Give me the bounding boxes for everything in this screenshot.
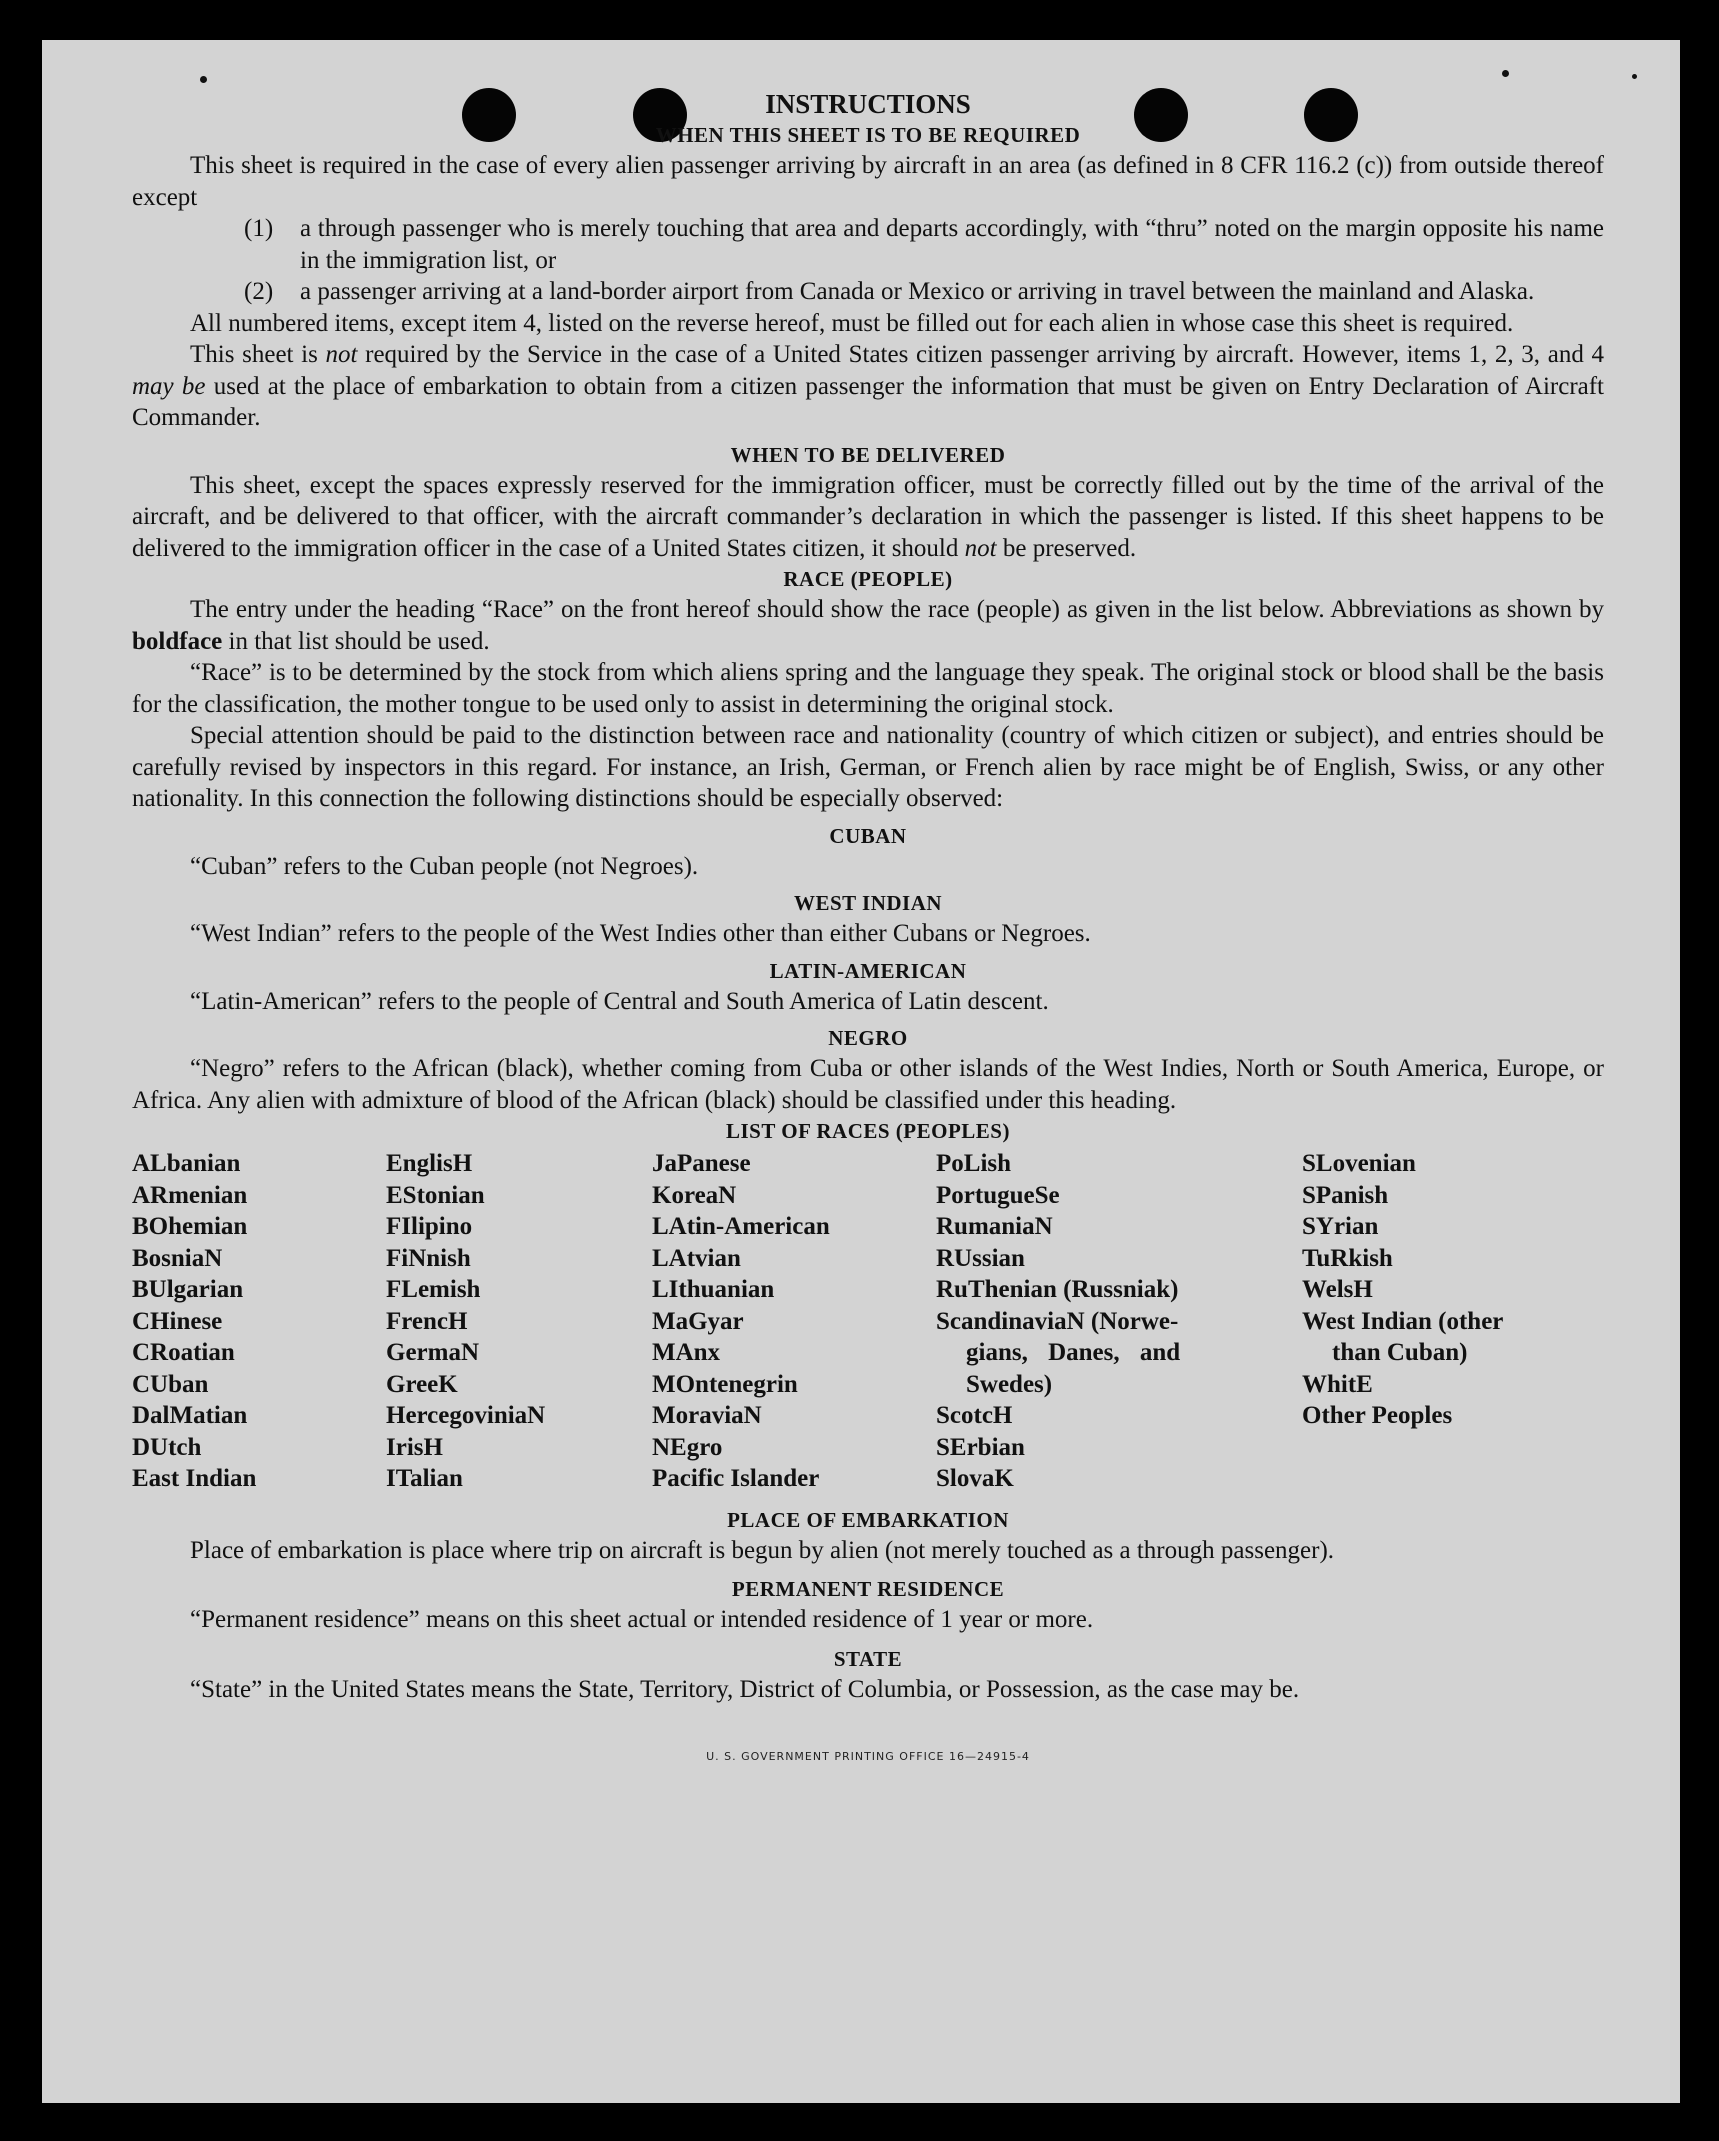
race-item: FLemish xyxy=(386,1276,481,1303)
race-item: CUban xyxy=(132,1370,209,1398)
races-column xyxy=(1302,1148,1578,1495)
race-item: Swedes) xyxy=(966,1370,1053,1398)
paragraph-race-stock: “Race” is to be determined by the stock from which aliens spring and the language they speak. The original stock or blood shall be the basis for the classification, the mother tongue to be used only to assist in determining the original stock. xyxy=(132,659,1604,718)
race-item: ScotcH xyxy=(936,1402,1013,1429)
exceptions-list xyxy=(132,213,1604,308)
race-item: ALbanian xyxy=(132,1150,241,1177)
exception-number: (1) xyxy=(244,215,274,242)
heading-cuban: CUBAN xyxy=(829,823,907,848)
emphasis: not xyxy=(325,341,358,368)
race-item: ScandinaviaN (Norwe- xyxy=(936,1307,1179,1335)
heading-when-required: WHEN THIS SHEET IS TO BE REQUIRED xyxy=(655,123,1081,147)
paragraph-embarkation: Place of embarkation is place where trip on aircraft is begun by alien (not merely touched as a through passenger). xyxy=(190,1536,1335,1564)
heading-negro: NEGRO xyxy=(828,1026,908,1050)
race-item: RUssian xyxy=(936,1244,1025,1272)
paragraph-negro: “Negro” refers to the African (black), whether coming from Cuba or other islands of the West Indies, North or South America, Europe, or Africa. Any alien with admixture of blood of the African (black) should be classified under this heading. xyxy=(132,1055,1604,1114)
heading-race: RACE (PEOPLE) xyxy=(783,567,953,591)
heading-permanent-residence: PERMANENT RESIDENCE xyxy=(731,1577,1005,1601)
race-item: NEgro xyxy=(652,1433,723,1461)
race-item: GreeK xyxy=(386,1370,458,1398)
race-item: ITalian xyxy=(386,1465,463,1492)
paragraph-race-nationality: Special attention should be paid to the distinction between race and nationality (country of which citizen or subject), and entries should be carefully revised by inspectors in this regard. For instance, an Irish, German, or French alien by race might be of English, Swiss, or any other nationality. In this connection the following distinctions should be especially observed: xyxy=(132,722,1604,812)
page-title: INSTRUCTIONS xyxy=(765,89,971,119)
paragraph-race-entry xyxy=(132,594,1604,657)
race-item: MOntenegrin xyxy=(652,1370,798,1398)
exception-text: a passenger arriving at a land-border airport from Canada or Mexico or arriving in travel between the mainland and Alaska. xyxy=(300,278,1535,305)
races-list xyxy=(132,1148,1604,1495)
race-item: SPanish xyxy=(1302,1181,1389,1209)
race-item: SYrian xyxy=(1302,1213,1379,1240)
race-item: CHinese xyxy=(132,1307,223,1335)
race-item: FrencH xyxy=(386,1307,468,1335)
race-item: Pacific Islander xyxy=(652,1465,820,1492)
race-item: RumaniaN xyxy=(936,1213,1053,1240)
race-item: CRoatian xyxy=(132,1339,235,1366)
race-item: IrisH xyxy=(386,1433,443,1461)
race-item: SlovaK xyxy=(936,1465,1014,1492)
heading-place-of-embarkation: PLACE OF EMBARKATION xyxy=(727,1507,1009,1532)
races-column xyxy=(132,1148,386,1495)
race-item: RuThenian (Russniak) xyxy=(936,1276,1179,1303)
text-run: required by the Service in the case of a United States citizen passenger arriving by aircraft. However, items 1, 2, 3, and 4 xyxy=(357,341,1604,368)
speck xyxy=(1632,74,1637,79)
race-item: DUtch xyxy=(132,1433,202,1461)
paragraph-west-indian: “West Indian” refers to the people of the West Indies other than either Cubans or Negroes. xyxy=(190,920,1091,947)
instructions-content xyxy=(132,88,1604,1773)
text-run: be preserved. xyxy=(996,534,1137,562)
race-item: KoreaN xyxy=(652,1181,737,1209)
exception-number: (2) xyxy=(244,278,274,305)
race-item: PortugueSe xyxy=(936,1181,1060,1209)
race-item: FIlipino xyxy=(386,1213,473,1240)
document-sheet xyxy=(42,40,1680,2103)
text-run: This sheet is xyxy=(190,341,326,368)
bold-text: boldface xyxy=(132,627,223,655)
race-item: MaGyar xyxy=(652,1307,744,1335)
paragraph-delivered xyxy=(132,470,1604,565)
paragraph-required: This sheet is required in the case of every alien passenger arriving by aircraft in an area (as defined in 8 CFR 116.2 (c)) from outside thereof except xyxy=(132,152,1604,211)
emphasis: may be xyxy=(132,372,206,400)
race-item: ARmenian xyxy=(132,1181,248,1209)
printing-office-footer: U. S. GOVERNMENT PRINTING OFFICE 16—24915-4 xyxy=(706,1750,1030,1763)
heading-list-of-races: LIST OF RACES (PEOPLES) xyxy=(726,1119,1010,1143)
heading-latin-american: LATIN-AMERICAN xyxy=(769,958,967,983)
races-column xyxy=(652,1148,936,1495)
heading-west-indian: WEST INDIAN xyxy=(793,891,943,915)
race-item: SLovenian xyxy=(1302,1150,1416,1177)
exception-item xyxy=(132,276,1604,308)
race-item: Other Peoples xyxy=(1302,1402,1453,1429)
speck xyxy=(1502,70,1509,77)
race-item: LAtvian xyxy=(652,1244,741,1272)
race-item: HercegoviniaN xyxy=(386,1402,546,1429)
emphasis: not xyxy=(964,534,997,562)
text-run: The entry under the heading “Race” on the front hereof should show the race (people) as given in the list below. Abbreviations as shown by xyxy=(190,596,1604,623)
race-item: GermaN xyxy=(386,1339,480,1366)
race-item: than Cuban) xyxy=(1332,1339,1468,1366)
heading-when-delivered: WHEN TO BE DELIVERED xyxy=(730,442,1006,467)
race-item: FiNnish xyxy=(386,1244,471,1272)
paragraph-residence: “Permanent residence” means on this sheet actual or intended residence of 1 year or more. xyxy=(190,1606,1094,1633)
races-column xyxy=(386,1148,652,1495)
paragraph-cuban: “Cuban” refers to the Cuban people (not Negroes). xyxy=(190,852,699,880)
races-column xyxy=(936,1148,1302,1495)
race-item: LAtin-American xyxy=(652,1213,830,1240)
race-item: West Indian (other xyxy=(1302,1307,1504,1335)
race-item: BosniaN xyxy=(132,1244,223,1272)
race-item: WhitE xyxy=(1302,1370,1373,1398)
race-item: MoraviaN xyxy=(652,1402,762,1429)
race-item: WelsH xyxy=(1302,1276,1373,1303)
paragraph-latin-american: “Latin-American” refers to the people of Central and South America of Latin descent. xyxy=(190,987,1049,1015)
race-item: DalMatian xyxy=(132,1402,248,1429)
race-item: JaPanese xyxy=(652,1150,751,1177)
text-run: in that list should be used. xyxy=(222,627,490,655)
race-item: BUlgarian xyxy=(132,1276,244,1303)
paragraph-state: “State” in the United States means the State, Territory, District of Columbia, or Possession, as the case may be. xyxy=(190,1675,1300,1703)
race-item: BOhemian xyxy=(132,1213,248,1240)
exception-item xyxy=(132,213,1604,276)
paragraph-numbered-items: All numbered items, except item 4, listed on the reverse hereof, must be filled out for each alien in whose case this sheet is required. xyxy=(190,309,1514,337)
race-item: TuRkish xyxy=(1302,1244,1393,1272)
race-item: gians, Danes, and xyxy=(966,1339,1181,1366)
text-run: used at the place of embarkation to obtain from a citizen passenger the information that must be given on Entry Declaration of Aircraft Commander. xyxy=(132,372,1605,431)
heading-state: STATE xyxy=(833,1646,903,1671)
speck xyxy=(200,76,207,83)
race-item: MAnx xyxy=(652,1339,721,1366)
race-item: EStonian xyxy=(386,1181,485,1209)
exception-text: a through passenger who is merely touching that area and departs accordingly, with “thru” noted on the margin opposite his name in the immigration list, or xyxy=(300,215,1604,274)
race-item: LIthuanian xyxy=(652,1276,775,1303)
paragraph-citizen xyxy=(132,339,1604,434)
race-item: East Indian xyxy=(132,1465,257,1492)
race-item: EnglisH xyxy=(386,1150,473,1177)
race-item: SErbian xyxy=(936,1433,1025,1461)
race-item: PoLish xyxy=(936,1150,1012,1177)
text-run: This sheet, except the spaces expressly reserved for the immigration officer, must be correctly filled out by the time of the arrival of the aircraft, and be delivered to that officer, with the aircraft commander’s declaration in which the passenger is listed. If this sheet happens to be delivered to the immigration officer in the case of a United States citizen, it should xyxy=(132,471,1604,562)
